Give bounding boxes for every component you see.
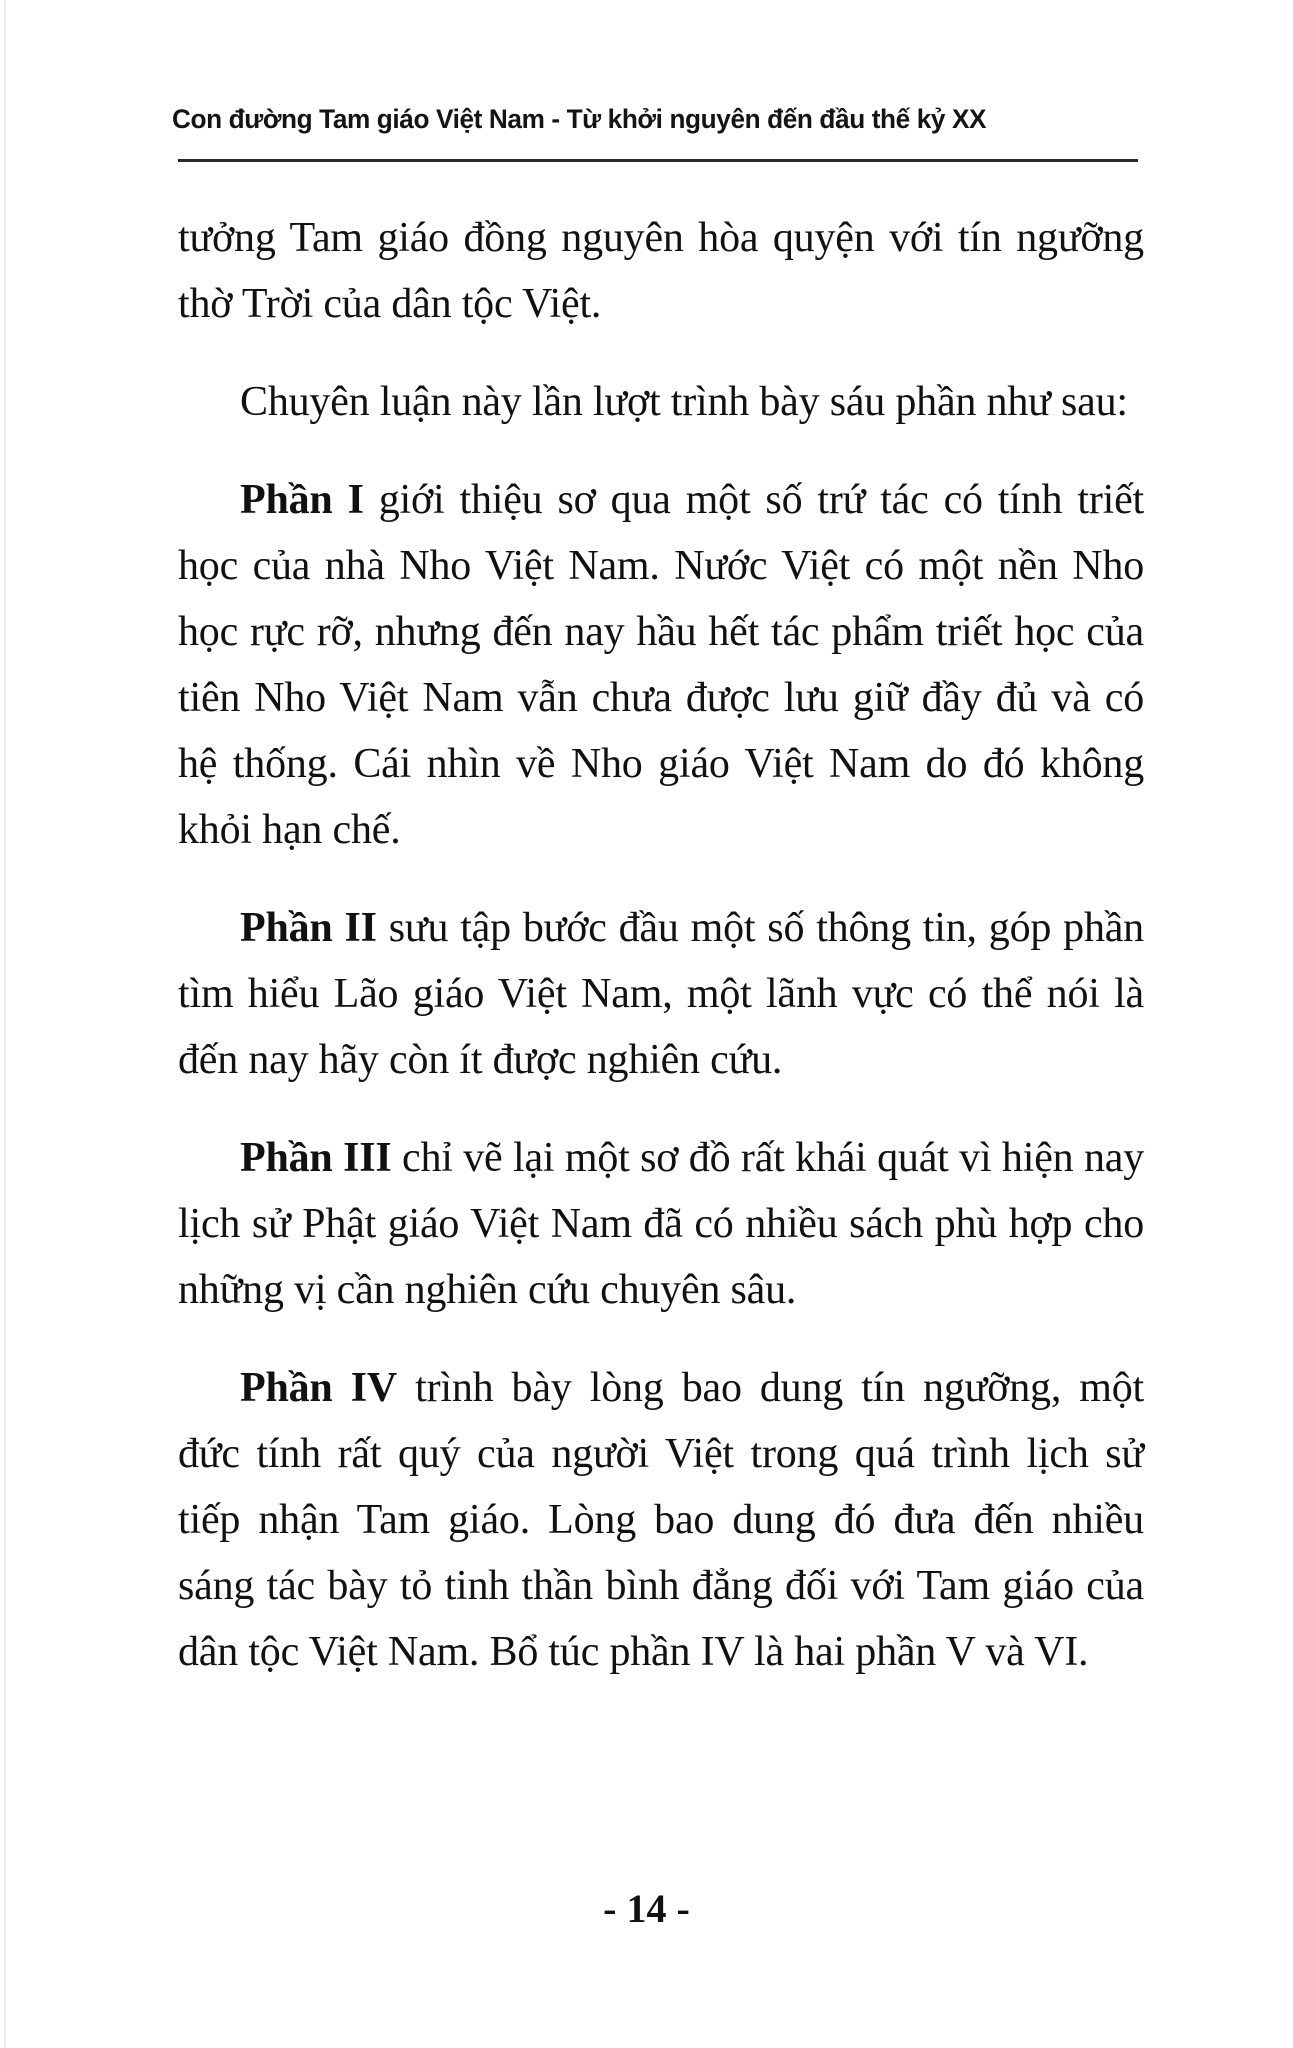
part-heading: Phần I xyxy=(240,477,364,523)
paragraph-part-2 xyxy=(178,895,1144,1093)
page-edge xyxy=(4,0,6,2048)
paragraph-overview xyxy=(178,369,1144,435)
part-heading: Phần IV xyxy=(240,1365,397,1411)
paragraph-text: trình bày lòng bao dung tín ngưỡng, một đức tính rất quý của người Việt trong quá trình lịch sử tiếp nhận Tam giáo. Lòng bao dung đó đưa đến nhiều sáng tác bày tỏ tinh thần bình đẳng đối với Tam giáo của dân tộc Việt Nam. Bổ túc phần IV là hai phần V và VI. xyxy=(178,1365,1144,1675)
paragraph-text: chỉ vẽ lại một sơ đồ rất khái quát vì hiện nay lịch sử Phật giáo Việt Nam đã có nhiều sách phù hợp cho những vị cần nghiên cứu chuyên sâu. xyxy=(178,1135,1144,1313)
page-number: - 14 - xyxy=(603,1886,690,1931)
running-header: Con đường Tam giáo Việt Nam - Từ khởi nguyên đến đầu thế kỷ XX xyxy=(172,104,987,134)
paragraph-text: tưởng Tam giáo đồng nguyên hòa quyện với tín ngưỡng thờ Trời của dân tộc Việt. xyxy=(178,215,1144,327)
paragraph-part-3 xyxy=(178,1125,1144,1323)
paragraph-part-1 xyxy=(178,467,1144,863)
paragraph-text: sưu tập bước đầu một số thông tin, góp phần tìm hiểu Lão giáo Việt Nam, một lãnh vực có thể nói là đến nay hãy còn ít được nghiên cứu. xyxy=(178,905,1144,1083)
part-heading: Phần II xyxy=(240,905,377,951)
paragraph-text: Chuyên luận này lần lượt trình bày sáu phần như sau: xyxy=(240,379,1128,425)
body-text xyxy=(178,205,1144,1717)
paragraph-text: giới thiệu sơ qua một số trứ tác có tính triết học của nhà Nho Việt Nam. Nước Việt có một nền Nho học rực rỡ, nhưng đến nay hầu hết tác phẩm triết học của tiên Nho Việt Nam vẫn chưa được lưu giữ đầy đủ và có hệ thống. Cái nhìn về Nho giáo Việt Nam do đó không khỏi hạn chế. xyxy=(178,477,1144,853)
paragraph-part-4 xyxy=(178,1355,1144,1685)
header-rule xyxy=(178,159,1138,162)
paragraph-continuation xyxy=(178,205,1144,337)
part-heading: Phần III xyxy=(240,1135,392,1181)
